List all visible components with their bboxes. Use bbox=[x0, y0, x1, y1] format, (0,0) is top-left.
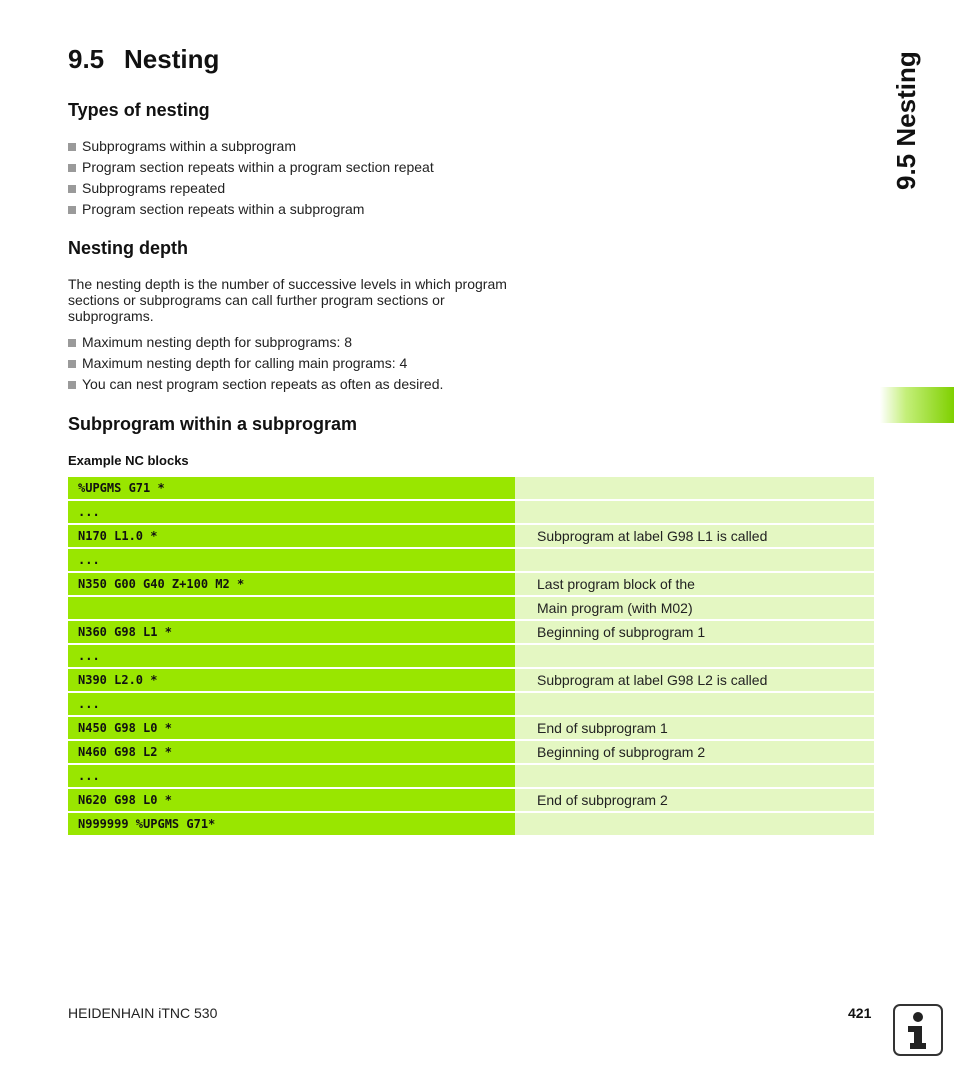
nc-comment-cell bbox=[515, 693, 874, 715]
nc-comment-cell bbox=[515, 549, 874, 571]
bullet-square-icon bbox=[68, 164, 76, 172]
nc-code-cell: ... bbox=[68, 501, 515, 523]
list-item: Program section repeats within a program section repeat bbox=[68, 157, 434, 178]
nc-comment-cell bbox=[515, 501, 874, 523]
bullet-square-icon bbox=[68, 339, 76, 347]
depth-heading: Nesting depth bbox=[68, 238, 188, 258]
table-row bbox=[68, 477, 874, 499]
nc-code-cell: N450 G98 L0 * bbox=[68, 717, 515, 739]
nc-code-cell: N999999 %UPGMS G71* bbox=[68, 813, 515, 835]
page-number: 421 bbox=[848, 1005, 872, 1021]
depth-paragraph: The nesting depth is the number of successive levels in which program sections or subprograms can call further program sections or subprograms. bbox=[68, 276, 507, 324]
table-row bbox=[68, 525, 874, 547]
example-label: Example NC blocks bbox=[68, 453, 189, 468]
footer-product: HEIDENHAIN iTNC 530 bbox=[68, 1005, 218, 1021]
nc-comment-cell: Beginning of subprogram 2 bbox=[515, 741, 874, 763]
section-number: 9.5 bbox=[68, 44, 105, 74]
nc-code-cell: N350 G00 G40 Z+100 M2 * bbox=[68, 573, 515, 595]
nc-blocks-table bbox=[68, 477, 874, 837]
list-item: You can nest program section repeats as often as desired. bbox=[68, 374, 443, 395]
table-row bbox=[68, 693, 874, 715]
list-item: Subprograms within a subprogram bbox=[68, 136, 434, 157]
list-item: Program section repeats within a subprogram bbox=[68, 199, 434, 220]
chapter-tab bbox=[880, 387, 954, 423]
nc-code-cell: N390 L2.0 * bbox=[68, 669, 515, 691]
nc-code-cell: N170 L1.0 * bbox=[68, 525, 515, 547]
bullet-square-icon bbox=[68, 360, 76, 368]
nc-comment-cell: Subprogram at label G98 L1 is called bbox=[515, 525, 874, 547]
nc-code-cell bbox=[68, 597, 515, 619]
table-row bbox=[68, 813, 874, 835]
section-title: Nesting bbox=[124, 44, 220, 74]
nc-comment-cell bbox=[515, 477, 874, 499]
nc-comment-cell: Main program (with M02) bbox=[515, 597, 874, 619]
bullet-square-icon bbox=[68, 381, 76, 389]
table-row bbox=[68, 597, 874, 619]
subprogram-heading: Subprogram within a subprogram bbox=[68, 414, 358, 434]
table-row bbox=[68, 669, 874, 691]
table-row bbox=[68, 501, 874, 523]
info-icon bbox=[893, 1004, 943, 1056]
bullet-square-icon bbox=[68, 185, 76, 193]
nc-code-cell: N460 G98 L2 * bbox=[68, 741, 515, 763]
page-title bbox=[68, 44, 219, 75]
table-row bbox=[68, 645, 874, 667]
list-item: Subprograms repeated bbox=[68, 178, 434, 199]
table-row bbox=[68, 765, 874, 787]
nc-comment-cell: Subprogram at label G98 L2 is called bbox=[515, 669, 874, 691]
list-item: Maximum nesting depth for calling main programs: 4 bbox=[68, 353, 443, 374]
nc-comment-cell: End of subprogram 2 bbox=[515, 789, 874, 811]
table-row bbox=[68, 573, 874, 595]
nc-code-cell: ... bbox=[68, 765, 515, 787]
info-glyph bbox=[895, 1006, 941, 1054]
nc-comment-cell: End of subprogram 1 bbox=[515, 717, 874, 739]
bullet-square-icon bbox=[68, 206, 76, 214]
types-heading: Types of nesting bbox=[68, 100, 210, 120]
bullet-square-icon bbox=[68, 143, 76, 151]
table-row bbox=[68, 717, 874, 739]
table-row bbox=[68, 549, 874, 571]
nc-comment-cell: Last program block of the bbox=[515, 573, 874, 595]
nc-comment-cell: Beginning of subprogram 1 bbox=[515, 621, 874, 643]
list-item: Maximum nesting depth for subprograms: 8 bbox=[68, 332, 443, 353]
types-list bbox=[68, 136, 434, 220]
nc-comment-cell bbox=[515, 645, 874, 667]
table-row bbox=[68, 789, 874, 811]
side-section-title: 9.5 Nesting bbox=[891, 51, 921, 190]
nc-comment-cell bbox=[515, 765, 874, 787]
nc-code-cell: ... bbox=[68, 693, 515, 715]
nc-code-cell: %UPGMS G71 * bbox=[68, 477, 515, 499]
table-row bbox=[68, 741, 874, 763]
nc-code-cell: N620 G98 L0 * bbox=[68, 789, 515, 811]
table-row bbox=[68, 621, 874, 643]
nc-comment-cell bbox=[515, 813, 874, 835]
nc-code-cell: ... bbox=[68, 549, 515, 571]
nc-code-cell: N360 G98 L1 * bbox=[68, 621, 515, 643]
depth-list bbox=[68, 332, 443, 395]
nc-code-cell: ... bbox=[68, 645, 515, 667]
